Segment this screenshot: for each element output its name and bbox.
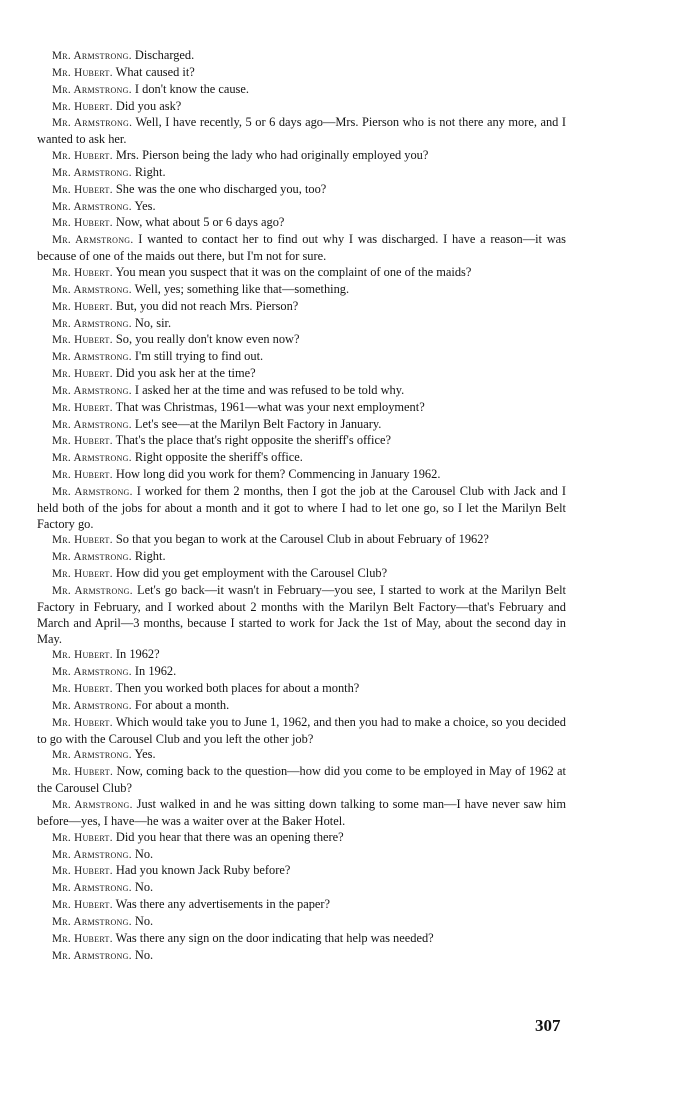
testimony-paragraph bbox=[37, 715, 566, 748]
speech-text: I don't know the cause. bbox=[134, 81, 249, 96]
speech-text: Well, I have recently, 5 or 6 days ago—Mrs. Pierson who is not there any more, and I wanted to ask her. bbox=[37, 115, 566, 147]
speech-text: Now, what about 5 or 6 days ago? bbox=[115, 215, 285, 230]
testimony-paragraph bbox=[37, 215, 566, 232]
speech-text: In 1962. bbox=[134, 664, 177, 679]
speech-text: No. bbox=[134, 846, 154, 861]
testimony-paragraph bbox=[37, 532, 566, 549]
speaker-name: Mr. Armstrong. bbox=[52, 551, 132, 564]
speaker-name: Mr. Hubert. bbox=[52, 683, 113, 696]
speech-text: Did you ask? bbox=[115, 98, 182, 113]
testimony-paragraph bbox=[37, 199, 566, 216]
testimony-paragraph bbox=[37, 698, 566, 715]
speaker-name: Mr. Hubert. bbox=[52, 266, 113, 279]
testimony-paragraph bbox=[37, 931, 566, 948]
speech-text: Just walked in and he was sitting down talking to some man—I have never saw him before—yes, I have—he was a waiter over at the Baker Hotel. bbox=[37, 796, 566, 828]
speech-text: You mean you suspect that it was on the complaint of one of the maids? bbox=[115, 264, 472, 279]
testimony-transcript bbox=[37, 48, 566, 964]
testimony-paragraph bbox=[37, 165, 566, 182]
speech-text: That's the place that's right opposite the sheriff's office? bbox=[115, 433, 391, 448]
speaker-name: Mr. Hubert. bbox=[52, 831, 113, 844]
speaker-name: Mr. Armstrong. bbox=[52, 848, 132, 861]
speaker-name: Mr. Hubert. bbox=[52, 568, 113, 581]
speaker-name: Mr. Hubert. bbox=[52, 334, 113, 347]
speech-text: I'm still trying to find out. bbox=[134, 349, 264, 364]
testimony-paragraph bbox=[37, 830, 566, 847]
testimony-paragraph bbox=[37, 400, 566, 417]
speaker-name: Mr. Armstrong. bbox=[52, 83, 132, 96]
speech-text: I worked for them 2 months, then I got the job at the Carousel Club with Jack and I held both of the jobs for about a month and it got to where I had to let one go, so I let the Marilyn Belt Factory go. bbox=[37, 483, 566, 531]
testimony-paragraph bbox=[37, 265, 566, 282]
speaker-name: Mr. Hubert. bbox=[52, 932, 113, 945]
speaker-name: Mr. Hubert. bbox=[52, 899, 113, 912]
speech-text: Well, yes; something like that—something. bbox=[134, 281, 350, 296]
speech-text: I asked her at the time and was refused to be told why. bbox=[134, 382, 405, 397]
speech-text: Let's go back—it wasn't in February—you see, I started to work at the Marilyn Belt Factory in February, and I worked about 2 months with the Marilyn Belt Factory—that's February and March and April—3 months, because I started to work for Jack the 1st of May, about the second day in May. bbox=[37, 583, 566, 646]
speaker-name: Mr. Hubert. bbox=[52, 401, 113, 414]
speaker-name: Mr. Hubert. bbox=[52, 649, 113, 662]
speech-text: Yes. bbox=[134, 747, 156, 762]
speaker-name: Mr. Armstrong. bbox=[52, 117, 133, 130]
speaker-name: Mr. Armstrong. bbox=[52, 50, 132, 62]
testimony-paragraph bbox=[37, 847, 566, 864]
speaker-name: Mr. Hubert. bbox=[52, 469, 113, 482]
testimony-paragraph bbox=[37, 549, 566, 566]
speaker-name: Mr. Armstrong. bbox=[52, 585, 133, 597]
testimony-paragraph bbox=[37, 82, 566, 99]
testimony-paragraph bbox=[37, 484, 566, 533]
speaker-name: Mr. Hubert. bbox=[52, 300, 113, 313]
speech-text: Right opposite the sheriff's office. bbox=[134, 450, 303, 465]
speaker-name: Mr. Hubert. bbox=[52, 534, 113, 547]
testimony-paragraph bbox=[37, 349, 566, 366]
page-number: 307 bbox=[535, 1016, 561, 1035]
speech-text: What caused it? bbox=[115, 64, 195, 79]
testimony-paragraph bbox=[37, 182, 566, 199]
speaker-name: Mr. Hubert. bbox=[52, 766, 114, 779]
speaker-name: Mr. Armstrong. bbox=[52, 699, 132, 712]
testimony-paragraph bbox=[37, 48, 566, 65]
speech-text: Which would take you to June 1, 1962, and then you had to make a choice, so you decided to go with the Carousel Club and you left the other job? bbox=[37, 714, 566, 746]
speaker-name: Mr. Armstrong. bbox=[52, 915, 132, 928]
speaker-name: Mr. Armstrong. bbox=[52, 418, 132, 431]
transcript-page bbox=[37, 48, 566, 964]
testimony-paragraph bbox=[37, 115, 566, 148]
speech-text: Did you hear that there was an opening there? bbox=[115, 829, 344, 844]
testimony-paragraph bbox=[37, 282, 566, 299]
speech-text: So that you began to work at the Carousel Club in about February of 1962? bbox=[115, 532, 489, 547]
testimony-paragraph bbox=[37, 863, 566, 880]
speaker-name: Mr. Hubert. bbox=[52, 183, 113, 196]
speech-text: I wanted to contact her to find out why I was discharged. I have a reason—it was because of one of the maids out there, but I'm not for sure. bbox=[37, 232, 567, 264]
speaker-name: Mr. Armstrong. bbox=[52, 317, 132, 330]
speech-text: Right. bbox=[134, 549, 166, 564]
speech-text: How long did you work for them? Commencing in January 1962. bbox=[115, 467, 441, 482]
testimony-paragraph bbox=[37, 764, 566, 797]
testimony-paragraph bbox=[37, 747, 566, 764]
testimony-paragraph bbox=[37, 948, 566, 965]
speech-text: Discharged. bbox=[134, 48, 195, 62]
speech-text: Right. bbox=[134, 164, 166, 179]
testimony-paragraph bbox=[37, 797, 566, 830]
speech-text: No. bbox=[134, 913, 154, 928]
speech-text: No. bbox=[134, 947, 154, 962]
speaker-name: Mr. Armstrong. bbox=[52, 452, 132, 465]
speaker-name: Mr. Hubert. bbox=[52, 716, 113, 729]
testimony-paragraph bbox=[37, 65, 566, 82]
testimony-paragraph bbox=[37, 366, 566, 383]
speech-text: She was the one who discharged you, too? bbox=[115, 181, 327, 196]
testimony-paragraph bbox=[37, 433, 566, 450]
speech-text: Then you worked both places for about a month? bbox=[115, 681, 360, 696]
speech-text: Was there any sign on the door indicating that help was needed? bbox=[115, 930, 434, 945]
testimony-paragraph bbox=[37, 566, 566, 583]
testimony-paragraph bbox=[37, 583, 566, 647]
testimony-paragraph bbox=[37, 417, 566, 434]
testimony-paragraph bbox=[37, 914, 566, 931]
speech-text: Yes. bbox=[134, 198, 156, 213]
speaker-name: Mr. Armstrong. bbox=[52, 351, 132, 364]
speech-text: So, you really don't know even now? bbox=[115, 332, 300, 347]
testimony-paragraph bbox=[37, 148, 566, 165]
testimony-paragraph bbox=[37, 647, 566, 664]
testimony-paragraph bbox=[37, 467, 566, 484]
testimony-paragraph bbox=[37, 332, 566, 349]
speaker-name: Mr. Hubert. bbox=[52, 150, 113, 163]
testimony-paragraph bbox=[37, 316, 566, 333]
testimony-paragraph bbox=[37, 232, 566, 265]
speaker-name: Mr. Armstrong. bbox=[52, 283, 132, 296]
speaker-name: Mr. Armstrong. bbox=[52, 200, 132, 213]
speech-text: In 1962? bbox=[115, 647, 160, 662]
speaker-name: Mr. Hubert. bbox=[52, 368, 113, 381]
speaker-name: Mr. Hubert. bbox=[52, 865, 113, 878]
speaker-name: Mr. Hubert. bbox=[52, 217, 113, 230]
speaker-name: Mr. Armstrong. bbox=[52, 384, 132, 397]
speech-text: How did you get employment with the Carousel Club? bbox=[115, 566, 388, 581]
speech-text: For about a month. bbox=[134, 697, 230, 712]
speaker-name: Mr. Armstrong. bbox=[52, 166, 132, 179]
speech-text: That was Christmas, 1961—what was your next employment? bbox=[115, 399, 425, 414]
testimony-paragraph bbox=[37, 897, 566, 914]
testimony-paragraph bbox=[37, 299, 566, 316]
speaker-name: Mr. Armstrong. bbox=[52, 485, 133, 498]
speaker-name: Mr. Armstrong. bbox=[52, 949, 132, 962]
speech-text: No. bbox=[134, 880, 154, 895]
speaker-name: Mr. Hubert. bbox=[52, 100, 113, 113]
speech-text: Did you ask her at the time? bbox=[115, 366, 256, 381]
speech-text: But, you did not reach Mrs. Pierson? bbox=[115, 298, 299, 313]
speaker-name: Mr. Armstrong. bbox=[52, 749, 132, 762]
testimony-paragraph bbox=[37, 383, 566, 400]
speech-text: Had you known Jack Ruby before? bbox=[115, 863, 291, 878]
speaker-name: Mr. Armstrong. bbox=[52, 234, 134, 247]
speech-text: Let's see—at the Marilyn Belt Factory in January. bbox=[134, 416, 382, 431]
speaker-name: Mr. Armstrong. bbox=[52, 666, 132, 679]
speech-text: Mrs. Pierson being the lady who had originally employed you? bbox=[115, 148, 429, 163]
speaker-name: Mr. Armstrong. bbox=[52, 798, 133, 811]
testimony-paragraph bbox=[37, 99, 566, 116]
speech-text: Was there any advertisements in the paper? bbox=[115, 897, 331, 912]
speaker-name: Mr. Hubert. bbox=[52, 66, 113, 79]
testimony-paragraph bbox=[37, 664, 566, 681]
speech-text: No, sir. bbox=[134, 315, 172, 330]
speech-text: Now, coming back to the question—how did you come to be employed in May of 1962 at the Carousel Club? bbox=[37, 764, 566, 796]
speaker-name: Mr. Hubert. bbox=[52, 435, 113, 448]
testimony-paragraph bbox=[37, 880, 566, 897]
speaker-name: Mr. Armstrong. bbox=[52, 882, 132, 895]
testimony-paragraph bbox=[37, 450, 566, 467]
testimony-paragraph bbox=[37, 681, 566, 698]
